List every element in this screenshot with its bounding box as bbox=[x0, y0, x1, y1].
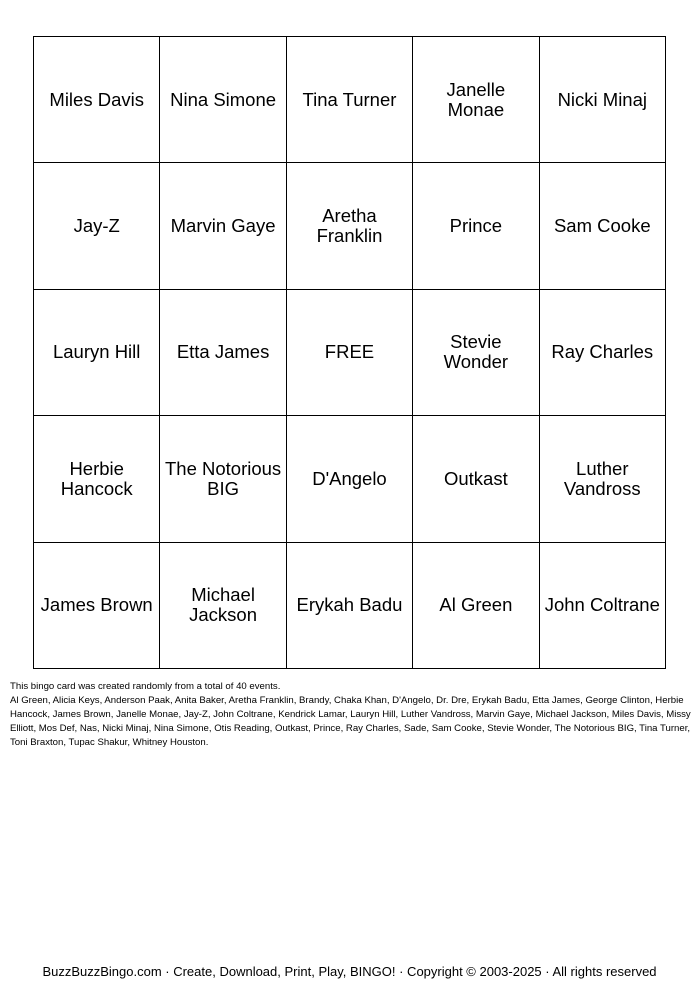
bingo-row bbox=[34, 416, 666, 542]
bingo-cell: Miles Davis bbox=[34, 37, 160, 163]
bingo-cell: Sam Cooke bbox=[539, 163, 665, 289]
bingo-cell: Nina Simone bbox=[160, 37, 286, 163]
bingo-cell: Tina Turner bbox=[286, 37, 412, 163]
bingo-cell: Erykah Badu bbox=[286, 542, 412, 668]
footnote-intro: This bingo card was created randomly from a total of 40 events. bbox=[10, 681, 281, 692]
event-list-footnote bbox=[10, 680, 692, 750]
bingo-card-grid bbox=[33, 36, 666, 669]
bingo-cell: Etta James bbox=[160, 289, 286, 415]
bingo-cell: Janelle Monae bbox=[413, 37, 539, 163]
bingo-cell: Nicki Minaj bbox=[539, 37, 665, 163]
bingo-cell: Lauryn Hill bbox=[34, 289, 160, 415]
bingo-cell: Aretha Franklin bbox=[286, 163, 412, 289]
footnote-event-list: Al Green, Alicia Keys, Anderson Paak, Anita Baker, Aretha Franklin, Brandy, Chaka Khan, D'Angelo, Dr. Dre, Erykah Badu, Etta James, George Clinton, Herbie Hancock, James Brown, Janelle Monae, Jay-Z, John Coltrane, Kendrick Lamar, Lauryn Hill, Luther Vandross, Marvin Gaye, Michael Jackson, Miles Davis, Missy Elliott, Mos Def, Nas, Nicki Minaj, Nina Simone, Otis Reading, Outkast, Prince, Ray Charles, Sade, Sam Cooke, Stevie Wonder, The Notorious BIG, Tina Turner, Toni Braxton, Tupac Shakur, Whitney Houston. bbox=[10, 695, 691, 748]
free-space-cell: FREE bbox=[286, 289, 412, 415]
copyright-footer: BuzzBuzzBingo.com · Create, Download, Print, Play, BINGO! · Copyright © 2003-2025 · All rights reserved bbox=[42, 964, 657, 979]
bingo-cell: Luther Vandross bbox=[539, 416, 665, 542]
bingo-row bbox=[34, 289, 666, 415]
bingo-cell: Jay-Z bbox=[34, 163, 160, 289]
bingo-cell: John Coltrane bbox=[539, 542, 665, 668]
bingo-cell: Prince bbox=[413, 163, 539, 289]
bingo-cell: D'Angelo bbox=[286, 416, 412, 542]
bingo-cell: Michael Jackson bbox=[160, 542, 286, 668]
bingo-row bbox=[34, 542, 666, 668]
bingo-cell: Ray Charles bbox=[539, 289, 665, 415]
bingo-row bbox=[34, 163, 666, 289]
bingo-cell: Stevie Wonder bbox=[413, 289, 539, 415]
bingo-row bbox=[34, 37, 666, 163]
bingo-cell: James Brown bbox=[34, 542, 160, 668]
bingo-cell: Marvin Gaye bbox=[160, 163, 286, 289]
bingo-cell: Herbie Hancock bbox=[34, 416, 160, 542]
bingo-cell: The Notorious BIG bbox=[160, 416, 286, 542]
bingo-cell: Outkast bbox=[413, 416, 539, 542]
bingo-cell: Al Green bbox=[413, 542, 539, 668]
